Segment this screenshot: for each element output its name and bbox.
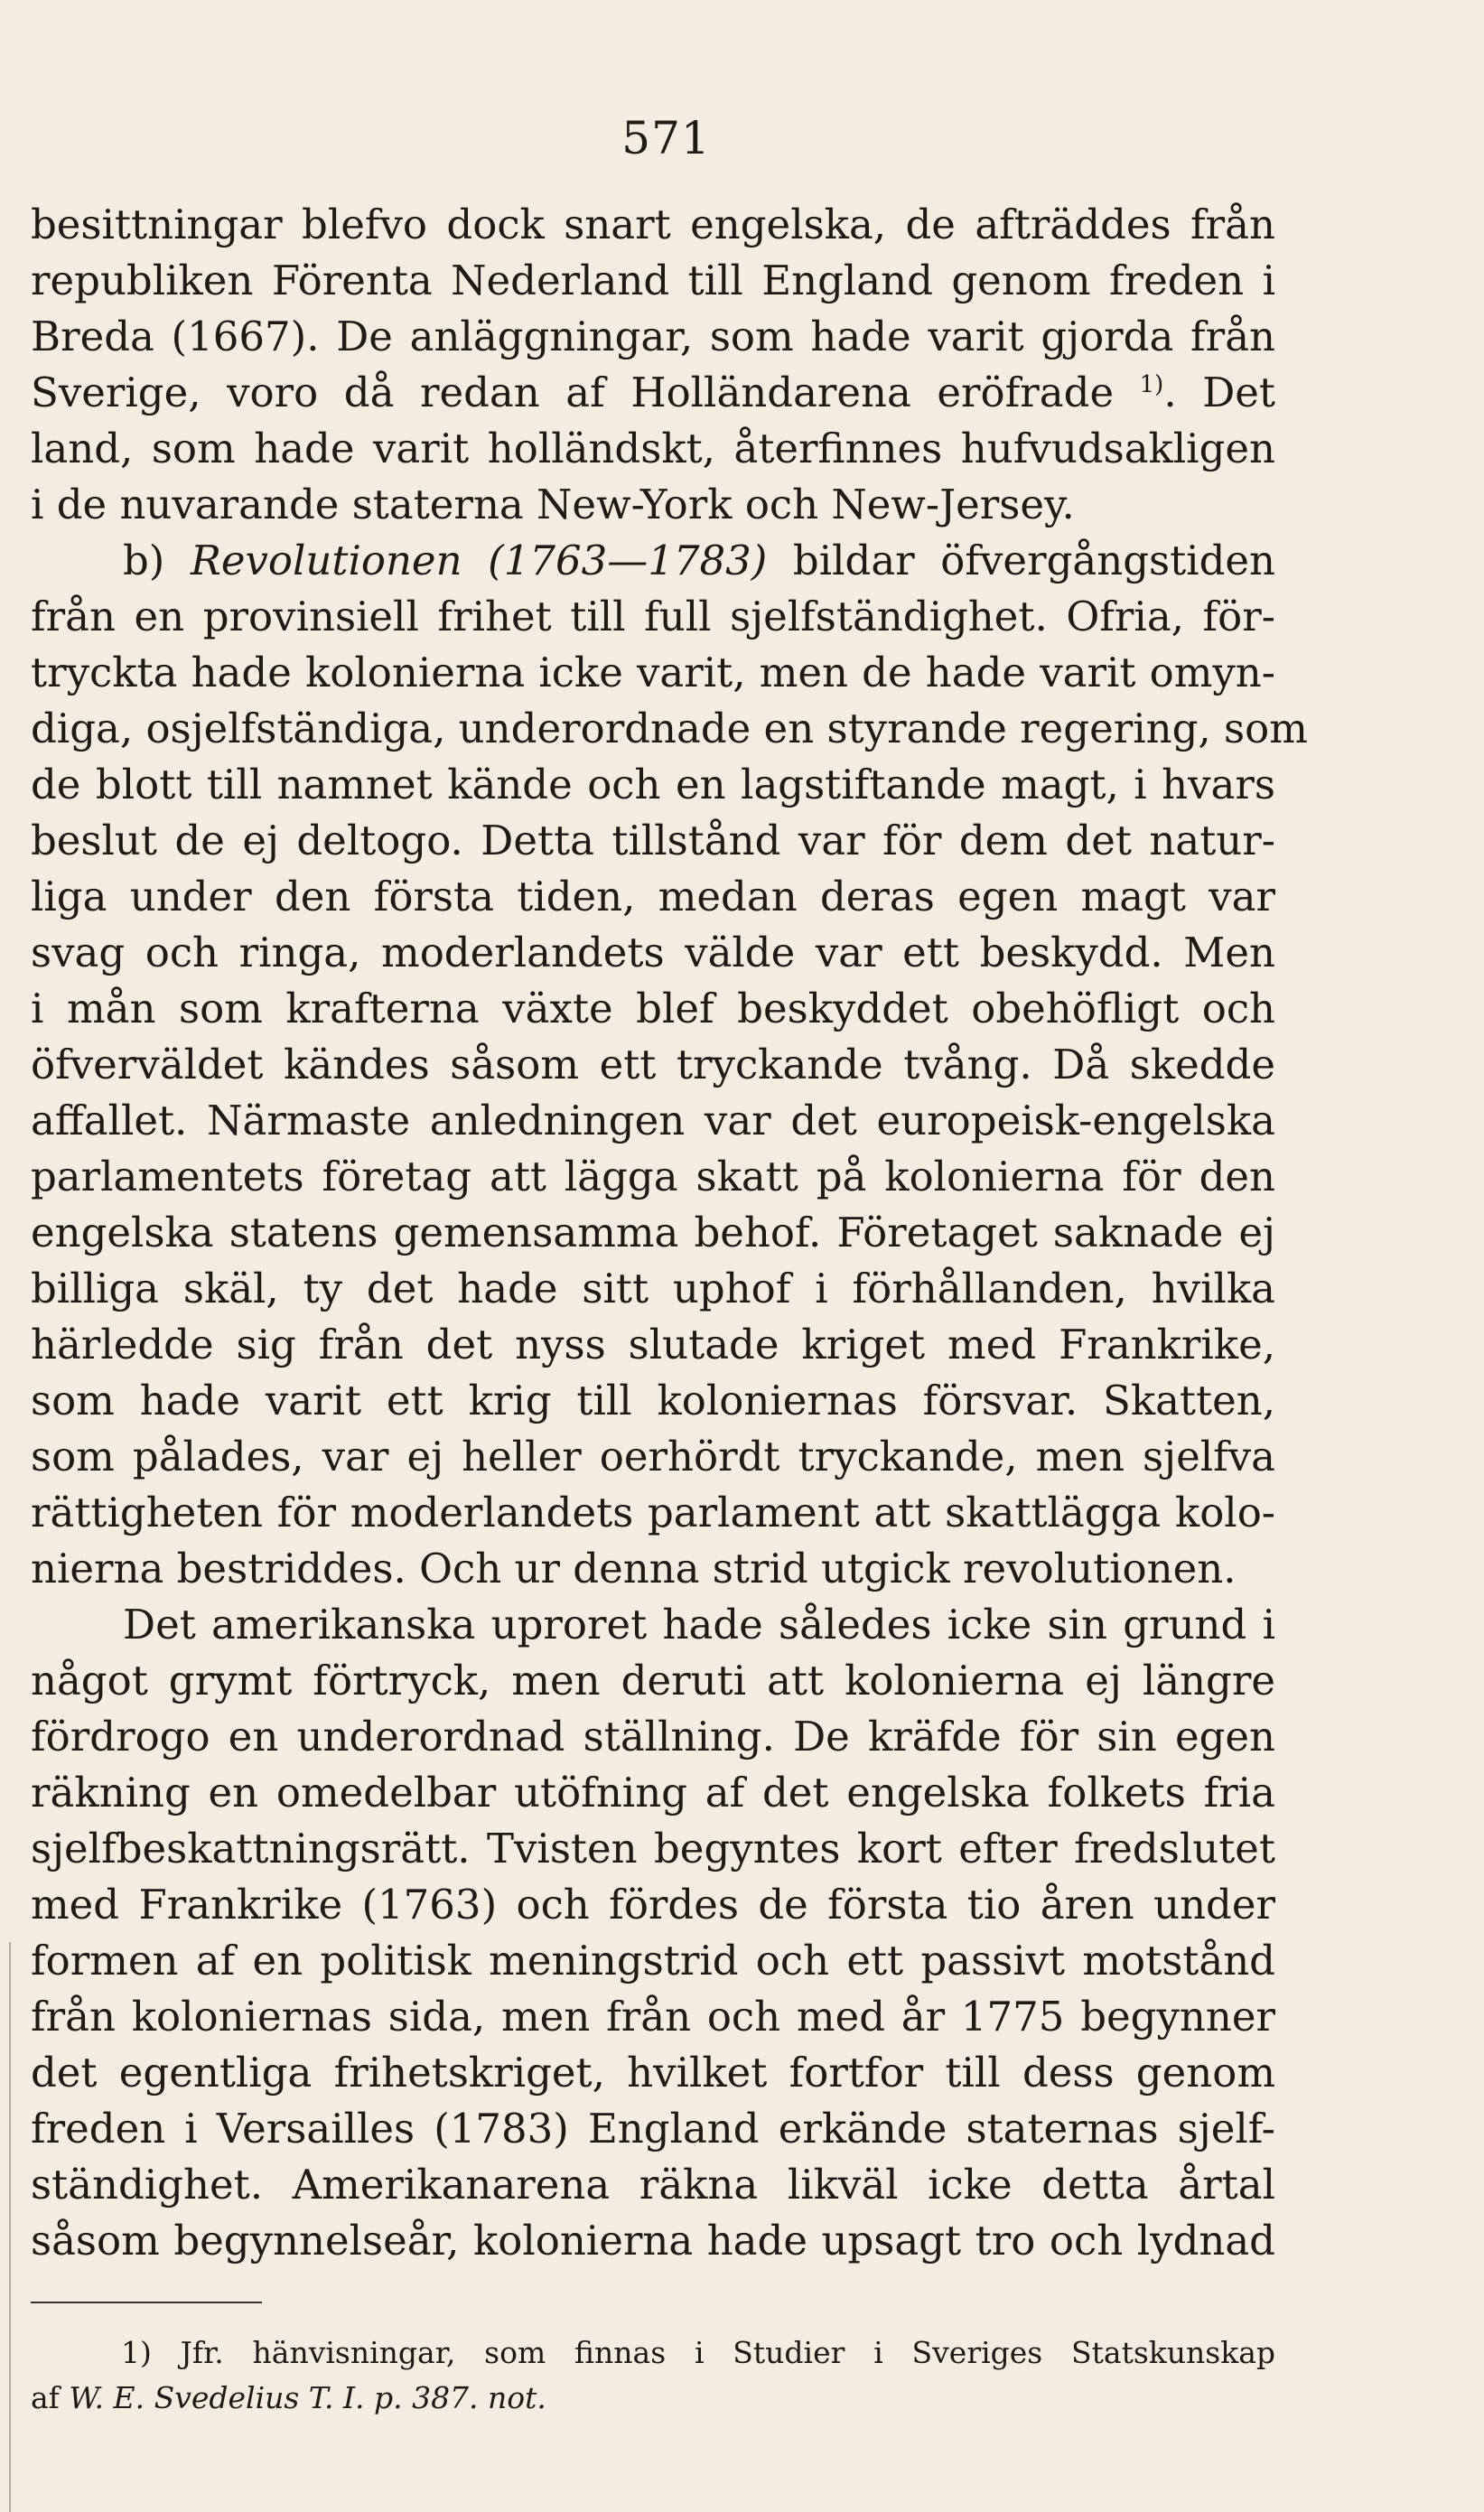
- text-segment: bildar öfvergångstiden: [792, 537, 1275, 584]
- text-line: räkning en omedelbar utöfning af det engelska folkets fria: [31, 1769, 1275, 1816]
- text-line: det egentliga frihetskriget, hvilket fortfor till dess genom: [31, 2049, 1275, 2096]
- text-line: diga, osjelfständiga, underordnade en styrande regering, som: [31, 705, 1308, 752]
- footnotes: [31, 2330, 1275, 2421]
- text-line: såsom begynnelseår, kolonierna hade upsagt tro och lydnad: [31, 2217, 1275, 2265]
- footnote-citation: W. E. Svedelius T. I. p. 387. not.: [69, 2380, 546, 2415]
- text-segment: . Det: [1163, 369, 1275, 416]
- text-line: parlamentets företag att lägga skatt på kolonierna för den: [31, 1153, 1275, 1200]
- text-line: affallet. Närmaste anledningen var det europeisk-engelska: [31, 1097, 1275, 1144]
- text-line: med Frankrike (1763) och fördes de första tio åren under: [31, 1881, 1275, 1928]
- text-line: beslut de ej deltogo. Detta tillstånd var för dem det natur-: [31, 817, 1275, 864]
- text-line: som pålades, var ej heller oerhördt tryckande, men sjelfva: [31, 1433, 1275, 1480]
- text-line: i de nuvarande staterna New-York och New-Jersey.: [31, 481, 1075, 528]
- text-line: sjelfbeskattningsrätt. Tvisten begyntes kort efter fredslutet: [31, 1825, 1275, 1872]
- text-line: fördrogo en underordnad ställning. De kräfde för sin egen: [31, 1713, 1275, 1760]
- footnote-text: af: [31, 2380, 60, 2415]
- text-line: svag och ringa, moderlandets välde var ett beskydd. Men: [31, 929, 1275, 976]
- text-line: nierna bestriddes. Och ur denna strid utgick revolutionen.: [31, 1545, 1237, 1592]
- binding-edge-mark: [9, 1942, 11, 2512]
- text-line: billiga skäl, ty det hade sitt uphof i förhållanden, hvilka: [31, 1265, 1275, 1312]
- text-line: som hade varit ett krig till koloniernas försvar. Skatten,: [31, 1377, 1275, 1424]
- section-heading-line: [31, 533, 1275, 589]
- section-title: Revolutionen (1763—1783): [190, 537, 768, 584]
- text-line: rättigheten för moderlandets parlament att skattlägga kolo-: [31, 1489, 1275, 1536]
- footnote-line: 1) Jfr. hänvisningar, som finnas i Studier i Sveriges Statskunskap: [121, 2335, 1275, 2370]
- text-line: de blott till namnet kände och en lagstiftande magt, i hvars: [31, 761, 1275, 808]
- text-line: liga under den första tiden, medan deras egen magt var: [31, 873, 1275, 920]
- text-line: besittningar blefvo dock snart engelska, de afträddes från: [31, 201, 1275, 248]
- text-line: Det amerikanska uproret hade således icke sin grund i: [123, 1601, 1275, 1648]
- footnote-line: [31, 2376, 1275, 2421]
- text-line: ständighet. Amerikanarena räkna likväl icke detta årtal: [31, 2161, 1275, 2209]
- footnote-divider: [31, 2302, 262, 2303]
- body-text: [31, 197, 1308, 2269]
- text-line-with-footnote-ref: [31, 365, 1275, 421]
- text-line: engelska statens gemensamma behof. Företaget saknade ej: [31, 1209, 1275, 1256]
- text-line: från koloniernas sida, men från och med år 1775 begynner: [31, 1993, 1275, 2040]
- text-line: härledde sig från det nyss slutade kriget med Frankrike,: [31, 1321, 1275, 1368]
- page-number: 571: [621, 112, 711, 164]
- text-line: formen af en politisk meningstrid och ett passivt motstånd: [31, 1937, 1275, 1984]
- text-line: i mån som krafterna växte blef beskyddet obehöfligt och: [31, 985, 1275, 1032]
- text-line: republiken Förenta Nederland till England genom freden i: [31, 257, 1275, 304]
- text-line: något grymt förtryck, men deruti att kolonierna ej längre: [31, 1657, 1275, 1704]
- text-line: öfverväldet kändes såsom ett tryckande tvång. Då skedde: [31, 1041, 1275, 1088]
- text-line: freden i Versailles (1783) England erkände staternas sjelf-: [31, 2105, 1275, 2152]
- text-line: land, som hade varit holländskt, återfinnes hufvudsakligen: [31, 425, 1275, 472]
- text-line: tryckta hade kolonierna icke varit, men de hade varit omyn-: [31, 649, 1275, 696]
- footnote-reference: 1): [1139, 371, 1164, 398]
- text-segment: Sverige, voro då redan af Holländarena eröfrade: [31, 369, 1115, 416]
- text-line: från en provinsiell frihet till full sjelfständighet. Ofria, för-: [31, 593, 1275, 640]
- text-line: Breda (1667). De anläggningar, som hade varit gjorda från: [31, 313, 1275, 360]
- section-marker: b): [123, 537, 165, 584]
